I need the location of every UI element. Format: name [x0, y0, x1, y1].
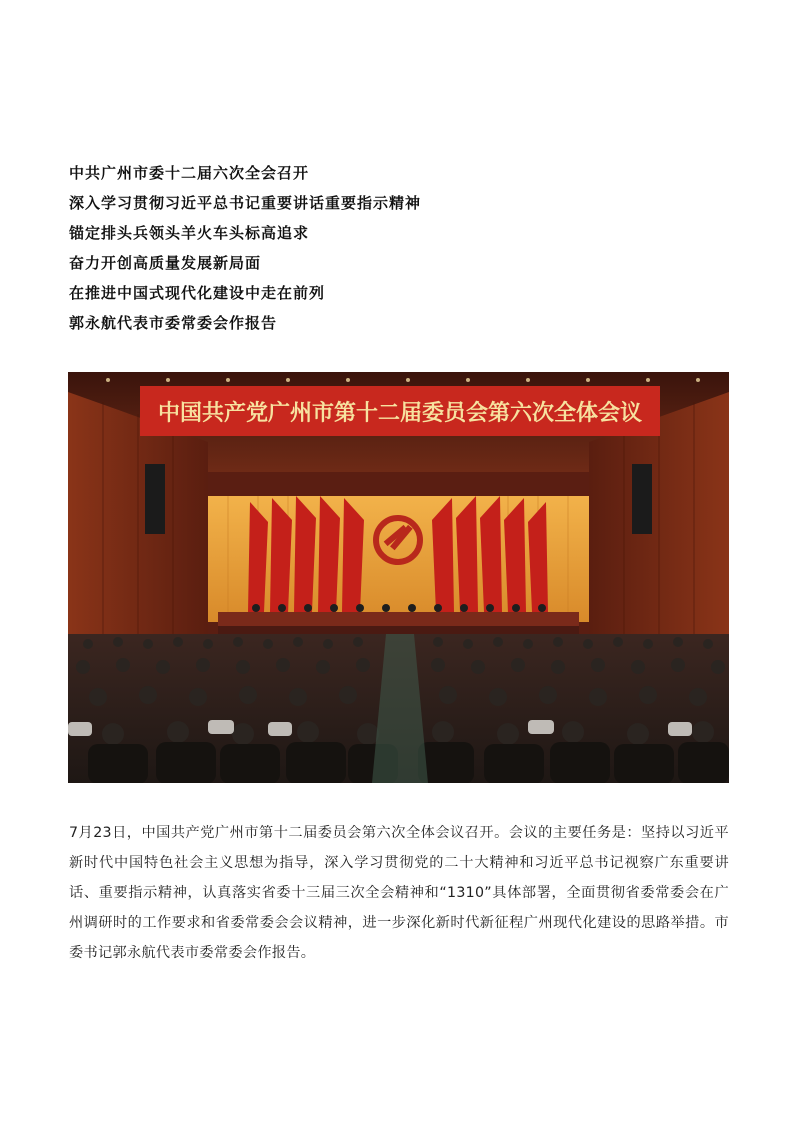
headline-1: 中共广州市委十二届六次全会召开: [69, 164, 310, 182]
meeting-hall-illustration: [68, 372, 729, 783]
meeting-photo: [68, 372, 729, 783]
headline-6: 郭永航代表市委常委会作报告: [69, 314, 278, 332]
headline-5: 在推进中国式现代化建设中走在前列: [69, 284, 326, 302]
banner-text: 中国共产党广州市第十二届委员会第六次全体会议: [157, 400, 643, 426]
headline-4: 奋力开创高质量发展新局面: [69, 254, 262, 272]
headline-3: 锚定排头兵领头羊火车头标高追求: [69, 224, 310, 242]
article-body: 7月23日，中国共产党广州市第十二届委员会第六次全体会议召开。会议的主要任务是：坚持以习近平新时代中国特色社会主义思想为指导，深入学习贯彻党的二十大精神和习近平总书记视察广东重要讲话、重要指示精神，认真落实省委十三届三次全会精神和“1310”具体部署，全面贯彻省委常委会在广州调研时的工作要求和省委常委会会议精神，进一步深化新时代新征程广州现代化建设的思路举措。市委书记郭永航代表市委常委会作报告。: [69, 825, 729, 961]
headline-2: 深入学习贯彻习近平总书记重要讲话重要指示精神: [69, 194, 422, 212]
headline-block: [69, 158, 729, 338]
